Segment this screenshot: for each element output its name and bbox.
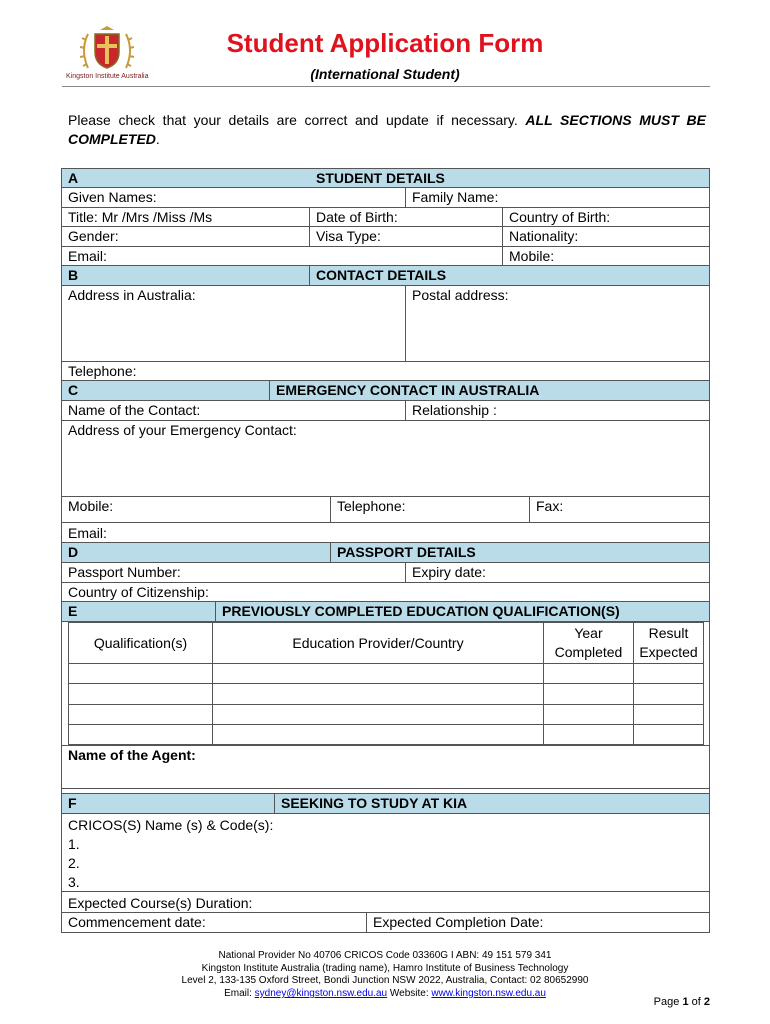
section-f-title: SEEKING TO STUDY AT KIA: [274, 794, 473, 813]
col-result-line1: Result: [648, 625, 689, 641]
cricos-row: [61, 814, 710, 892]
table-cell[interactable]: [69, 705, 213, 725]
table-cell[interactable]: [544, 664, 634, 684]
relationship-field[interactable]: Relationship :: [405, 401, 503, 420]
table-cell[interactable]: [213, 705, 544, 725]
intro-period: .: [155, 131, 160, 147]
section-e-letter: E: [68, 603, 78, 619]
section-f-header: [61, 793, 710, 814]
address-row: [61, 286, 710, 362]
col-result-expected: [634, 623, 704, 664]
form-title: Student Application Form: [226, 28, 544, 58]
intro-text: [68, 111, 706, 130]
section-c-header: [61, 381, 710, 401]
cricos-field[interactable]: [62, 815, 279, 891]
mobile-field[interactable]: Mobile:: [502, 247, 560, 265]
agent-field[interactable]: Name of the Agent:: [68, 747, 196, 763]
address-australia-field[interactable]: Address in Australia:: [68, 287, 196, 303]
emergency-address-row: [61, 421, 710, 497]
commencement-date-field[interactable]: Commencement date:: [68, 914, 206, 930]
given-names-field[interactable]: Given Names:: [68, 189, 157, 205]
table-cell[interactable]: [69, 664, 213, 684]
cricos-label: CRICOS(S) Name (s) & Code(s):: [68, 817, 274, 833]
table-cell[interactable]: [213, 725, 544, 745]
qualifications-row: [61, 622, 710, 746]
intro-emphasis: ALL SECTIONS MUST BE: [525, 112, 707, 128]
email-row: [61, 247, 710, 266]
qualifications-table: [68, 622, 704, 745]
table-cell[interactable]: [213, 664, 544, 684]
section-f-letter: F: [68, 795, 77, 811]
emergency-address-field[interactable]: Address of your Emergency Contact:: [68, 422, 297, 438]
table-row: [69, 705, 704, 725]
table-cell[interactable]: [634, 684, 704, 705]
section-a-header: [61, 168, 710, 188]
nationality-field[interactable]: Nationality:: [502, 227, 584, 246]
expiry-date-field[interactable]: Expiry date:: [405, 563, 492, 582]
table-cell[interactable]: [69, 684, 213, 705]
emergency-email-field[interactable]: Email:: [68, 525, 107, 541]
dob-field[interactable]: Date of Birth:: [309, 208, 404, 226]
contact-name-field[interactable]: Name of the Contact:: [68, 402, 201, 418]
page-total: 2: [703, 996, 710, 1008]
gender-field[interactable]: Gender:: [68, 228, 119, 244]
col-result-line2: Expected: [639, 644, 698, 660]
table-cell[interactable]: [544, 684, 634, 705]
footer-email-link[interactable]: sydney@kingston.nsw.edu.au: [254, 988, 388, 999]
title-row: [61, 208, 710, 227]
visa-type-field[interactable]: Visa Type:: [309, 227, 387, 246]
passport-row: [61, 563, 710, 583]
cricos-item-2: 2.: [68, 855, 80, 871]
intro-emphasis-2: COMPLETED: [68, 131, 156, 147]
footer-email-label: Email:: [224, 988, 252, 999]
col-year-completed: [544, 623, 634, 664]
col-year-line1: Year: [574, 625, 603, 641]
cricos-item-1: 1.: [68, 836, 80, 852]
form-subtitle: (International Student): [310, 66, 460, 82]
logo-caption: Kingston Institute Australia: [66, 73, 149, 80]
emergency-fax-field[interactable]: Fax:: [529, 497, 569, 522]
footer-line-2: Kingston Institute Australia (trading name), Hamro Institute of Business Technology: [201, 963, 569, 974]
application-form: [61, 168, 710, 933]
intro-plain: Please check that your details are correct and update if necessary.: [68, 112, 518, 128]
postal-address-field[interactable]: Postal address:: [405, 286, 709, 361]
telephone-row: [61, 362, 710, 381]
table-row: [69, 684, 704, 705]
table-cell[interactable]: [634, 705, 704, 725]
section-d-header: [61, 543, 710, 563]
family-name-field[interactable]: Family Name:: [405, 188, 504, 207]
country-of-birth-field[interactable]: Country of Birth:: [502, 208, 616, 226]
table-cell[interactable]: [634, 664, 704, 684]
emergency-telephone-field[interactable]: Telephone:: [330, 497, 412, 522]
footer-website-label: Website:: [389, 988, 429, 999]
emergency-email-row: [61, 523, 710, 543]
col-provider: Education Provider/Country: [213, 623, 544, 664]
table-cell[interactable]: [634, 725, 704, 745]
footer-line-3: Level 2, 133-135 Oxford Street, Bondi Junction NSW 2022, Australia, Contact: 02 80652990: [181, 975, 589, 986]
dates-row: [61, 912, 710, 933]
section-b-title: CONTACT DETAILS: [309, 266, 452, 285]
section-c-title: EMERGENCY CONTACT IN AUSTRALIA: [269, 381, 545, 400]
col-year-line2: Completed: [554, 644, 623, 660]
section-d-letter: D: [68, 544, 79, 560]
section-e-header: [61, 602, 710, 622]
course-duration-field[interactable]: Expected Course(s) Duration:: [68, 895, 253, 911]
agent-row: [61, 745, 710, 789]
section-c-letter: C: [68, 382, 79, 398]
completion-date-field[interactable]: Expected Completion Date:: [366, 913, 549, 932]
section-e-title: PREVIOUSLY COMPLETED EDUCATION QUALIFICATION(S): [215, 602, 626, 621]
section-d-title: PASSPORT DETAILS: [330, 543, 482, 562]
footer-line-1: National Provider No 40706 CRICOS Code 03360G I ABN: 49 151 579 341: [218, 950, 552, 961]
table-cell[interactable]: [69, 725, 213, 745]
page-current: 1: [682, 996, 689, 1008]
mobile-tel-fax-row: [61, 497, 710, 523]
contact-name-row: [61, 401, 710, 421]
passport-number-field[interactable]: Passport Number:: [68, 564, 181, 580]
table-row: [69, 664, 704, 684]
page-of: of: [691, 996, 701, 1008]
title-field[interactable]: Title: Mr /Mrs /Miss /Ms: [68, 209, 213, 225]
section-b-letter: B: [68, 267, 79, 283]
intro-text-2: [68, 130, 160, 149]
page-number: [654, 996, 710, 1008]
telephone-field[interactable]: Telephone:: [68, 363, 137, 379]
section-a-title: STUDENT DETAILS: [316, 170, 445, 186]
header-divider: [62, 86, 710, 87]
cricos-item-3: 3.: [68, 874, 80, 890]
page-label: Page: [653, 996, 680, 1008]
duration-row: [61, 892, 710, 912]
section-a-letter: A: [68, 170, 79, 186]
table-cell[interactable]: [544, 725, 634, 745]
table-cell[interactable]: [213, 684, 544, 705]
table-row: [69, 725, 704, 745]
footer-website-link[interactable]: www.kingston.nsw.edu.au: [431, 988, 546, 999]
qualifications-header-row: [69, 623, 704, 664]
given-names-row: [61, 188, 710, 208]
table-cell[interactable]: [544, 705, 634, 725]
citizenship-row: [61, 583, 710, 602]
gender-row: [61, 227, 710, 247]
emergency-mobile-field[interactable]: Mobile:: [68, 498, 114, 514]
col-qualification: Qualification(s): [69, 623, 213, 664]
section-b-header: [61, 266, 710, 286]
citizenship-field[interactable]: Country of Citizenship:: [68, 584, 209, 600]
email-field[interactable]: Email:: [68, 248, 107, 264]
